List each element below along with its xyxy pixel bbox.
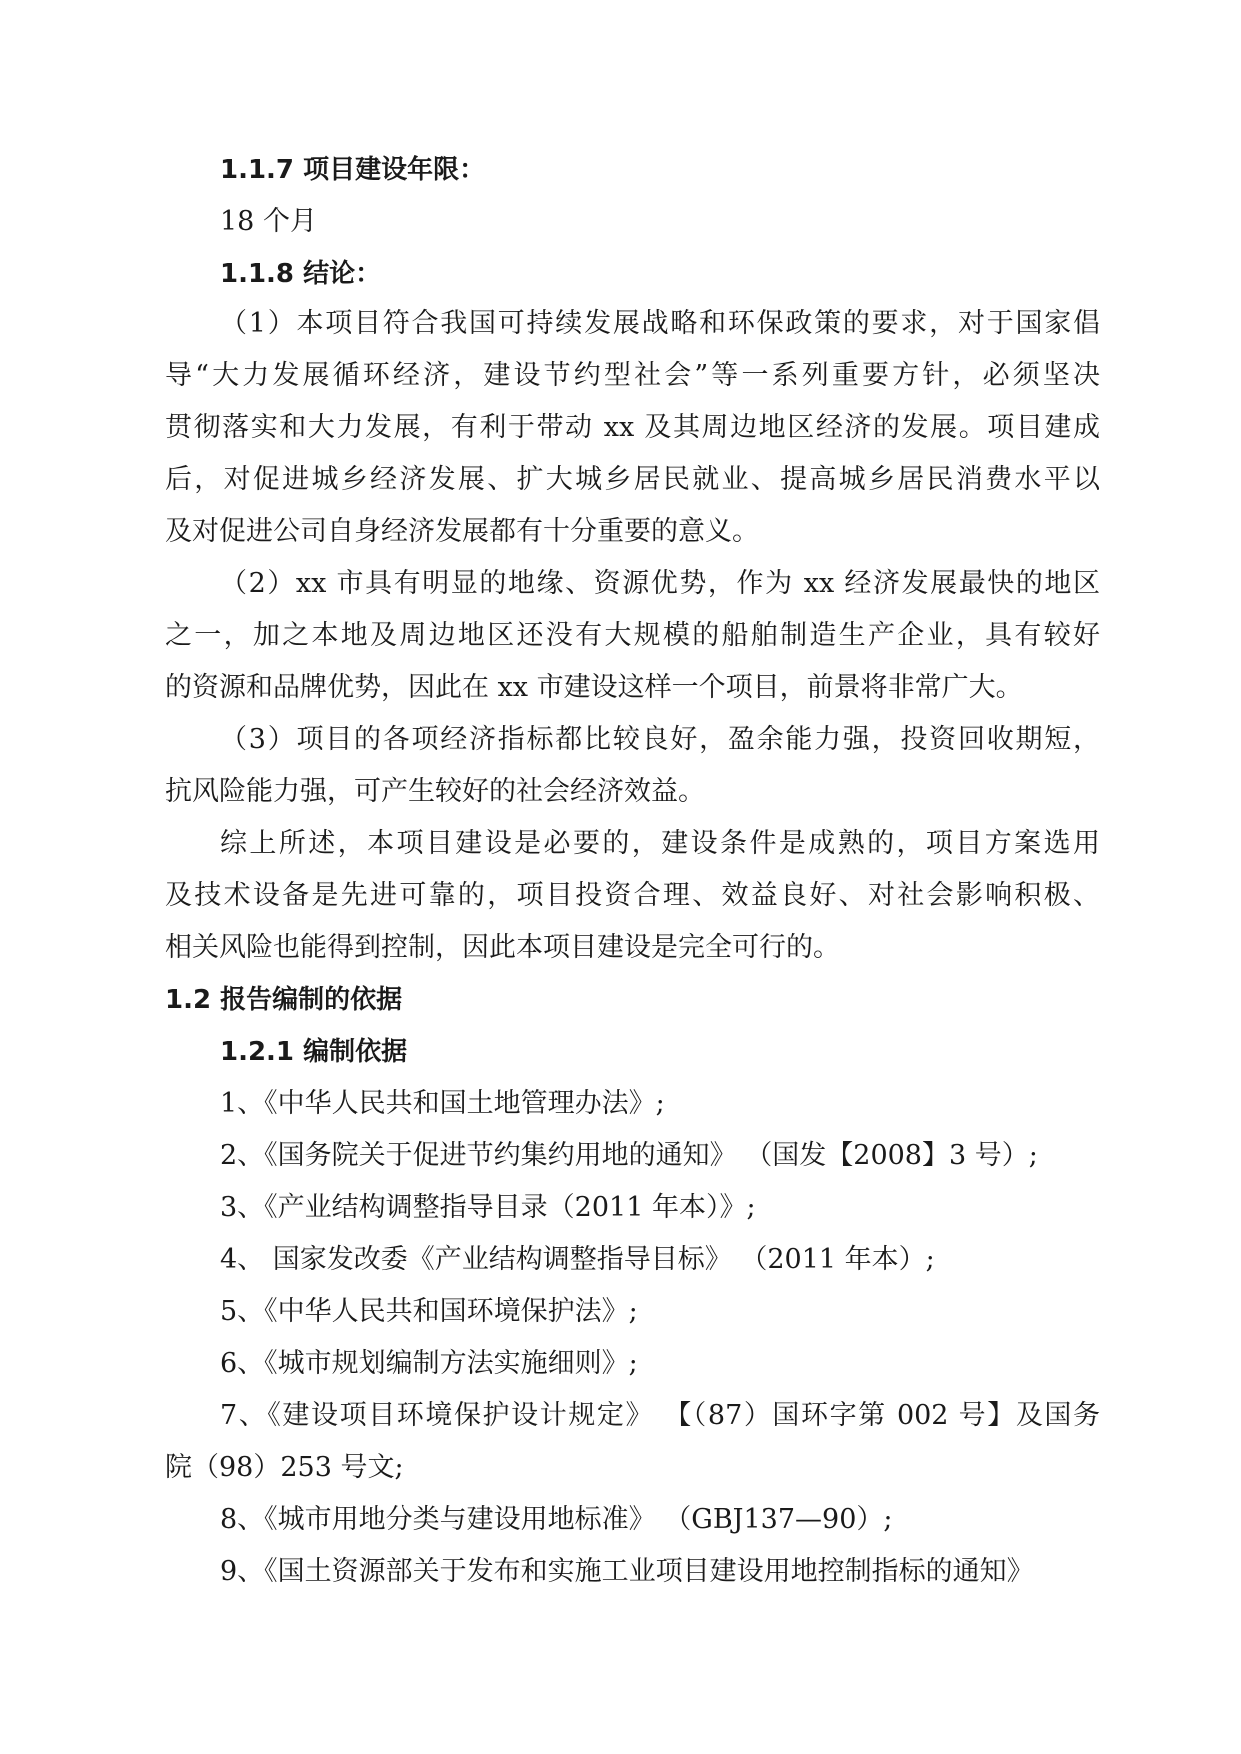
conclusion-1-line: （1）本项目符合我国可持续发展战略和环保政策的要求，对于国家倡: [220, 308, 1100, 339]
summary-line: 相关风险也能得到控制，因此本项目建设是完全可行的。: [165, 932, 840, 963]
basis-item: 8、《城市用地分类与建设用地标准》 （GBJ137—90）;: [220, 1504, 893, 1535]
basis-item: 1、《中华人民共和国土地管理办法》;: [220, 1088, 665, 1119]
conclusion-2-line: 之一，加之本地及周边地区还没有大规模的船舶制造生产企业，具有较好: [165, 620, 1100, 651]
heading-1-1-8: 1.1.8 结论：: [220, 259, 382, 289]
conclusion-1-line: 及对促进公司自身经济发展都有十分重要的意义。: [165, 516, 759, 547]
basis-item: 6、《城市规划编制方法实施细则》;: [220, 1348, 638, 1379]
basis-item: 9、《国土资源部关于发布和实施工业项目建设用地控制指标的通知》: [220, 1556, 1034, 1587]
conclusion-2-line: （2）xx 市具有明显的地缘、资源优势，作为 xx 经济发展最快的地区: [220, 568, 1100, 599]
heading-1-1-7: 1.1.7 项目建设年限：: [220, 155, 486, 185]
conclusion-3-line: （3）项目的各项经济指标都比较良好，盈余能力强，投资回收期短，: [220, 724, 1100, 755]
basis-item: 5、《中华人民共和国环境保护法》;: [220, 1296, 638, 1327]
summary-line: 综上所述，本项目建设是必要的，建设条件是成熟的，项目方案选用: [220, 828, 1100, 859]
basis-item: 3、《产业结构调整指导目录（2011 年本）》;: [220, 1192, 756, 1223]
basis-item: 4、 国家发改委《产业结构调整指导目标》 （2011 年本）;: [220, 1244, 935, 1275]
summary-line: 及技术设备是先进可靠的，项目投资合理、效益良好、对社会影响积极、: [165, 880, 1100, 911]
basis-item: 2、《国务院关于促进节约集约用地的通知》 （国发【2008】3 号）;: [220, 1140, 1038, 1171]
conclusion-1-line: 导“大力发展循环经济，建设节约型社会”等一系列重要方针，必须坚决: [165, 360, 1100, 391]
conclusion-1-line: 贯彻落实和大力发展，有利于带动 xx 及其周边地区经济的发展。项目建成: [165, 412, 1100, 443]
heading-1-2: 1.2 报告编制的依据: [165, 985, 403, 1015]
conclusion-2-line: 的资源和品牌优势，因此在 xx 市建设这样一个项目，前景将非常广大。: [165, 672, 1023, 703]
heading-1-2-1: 1.2.1 编制依据: [220, 1037, 408, 1067]
basis-item: 7、《建设项目环境保护设计规定》 【（87）国环字第 002 号】及国务: [220, 1400, 1100, 1431]
conclusion-1-line: 后，对促进城乡经济发展、扩大城乡居民就业、提高城乡居民消费水平以: [165, 464, 1100, 495]
conclusion-3-line: 抗风险能力强，可产生较好的社会经济效益。: [165, 776, 705, 807]
construction-period: 18 个月: [220, 206, 317, 237]
basis-item-continued: 院（98）253 号文;: [165, 1452, 404, 1483]
